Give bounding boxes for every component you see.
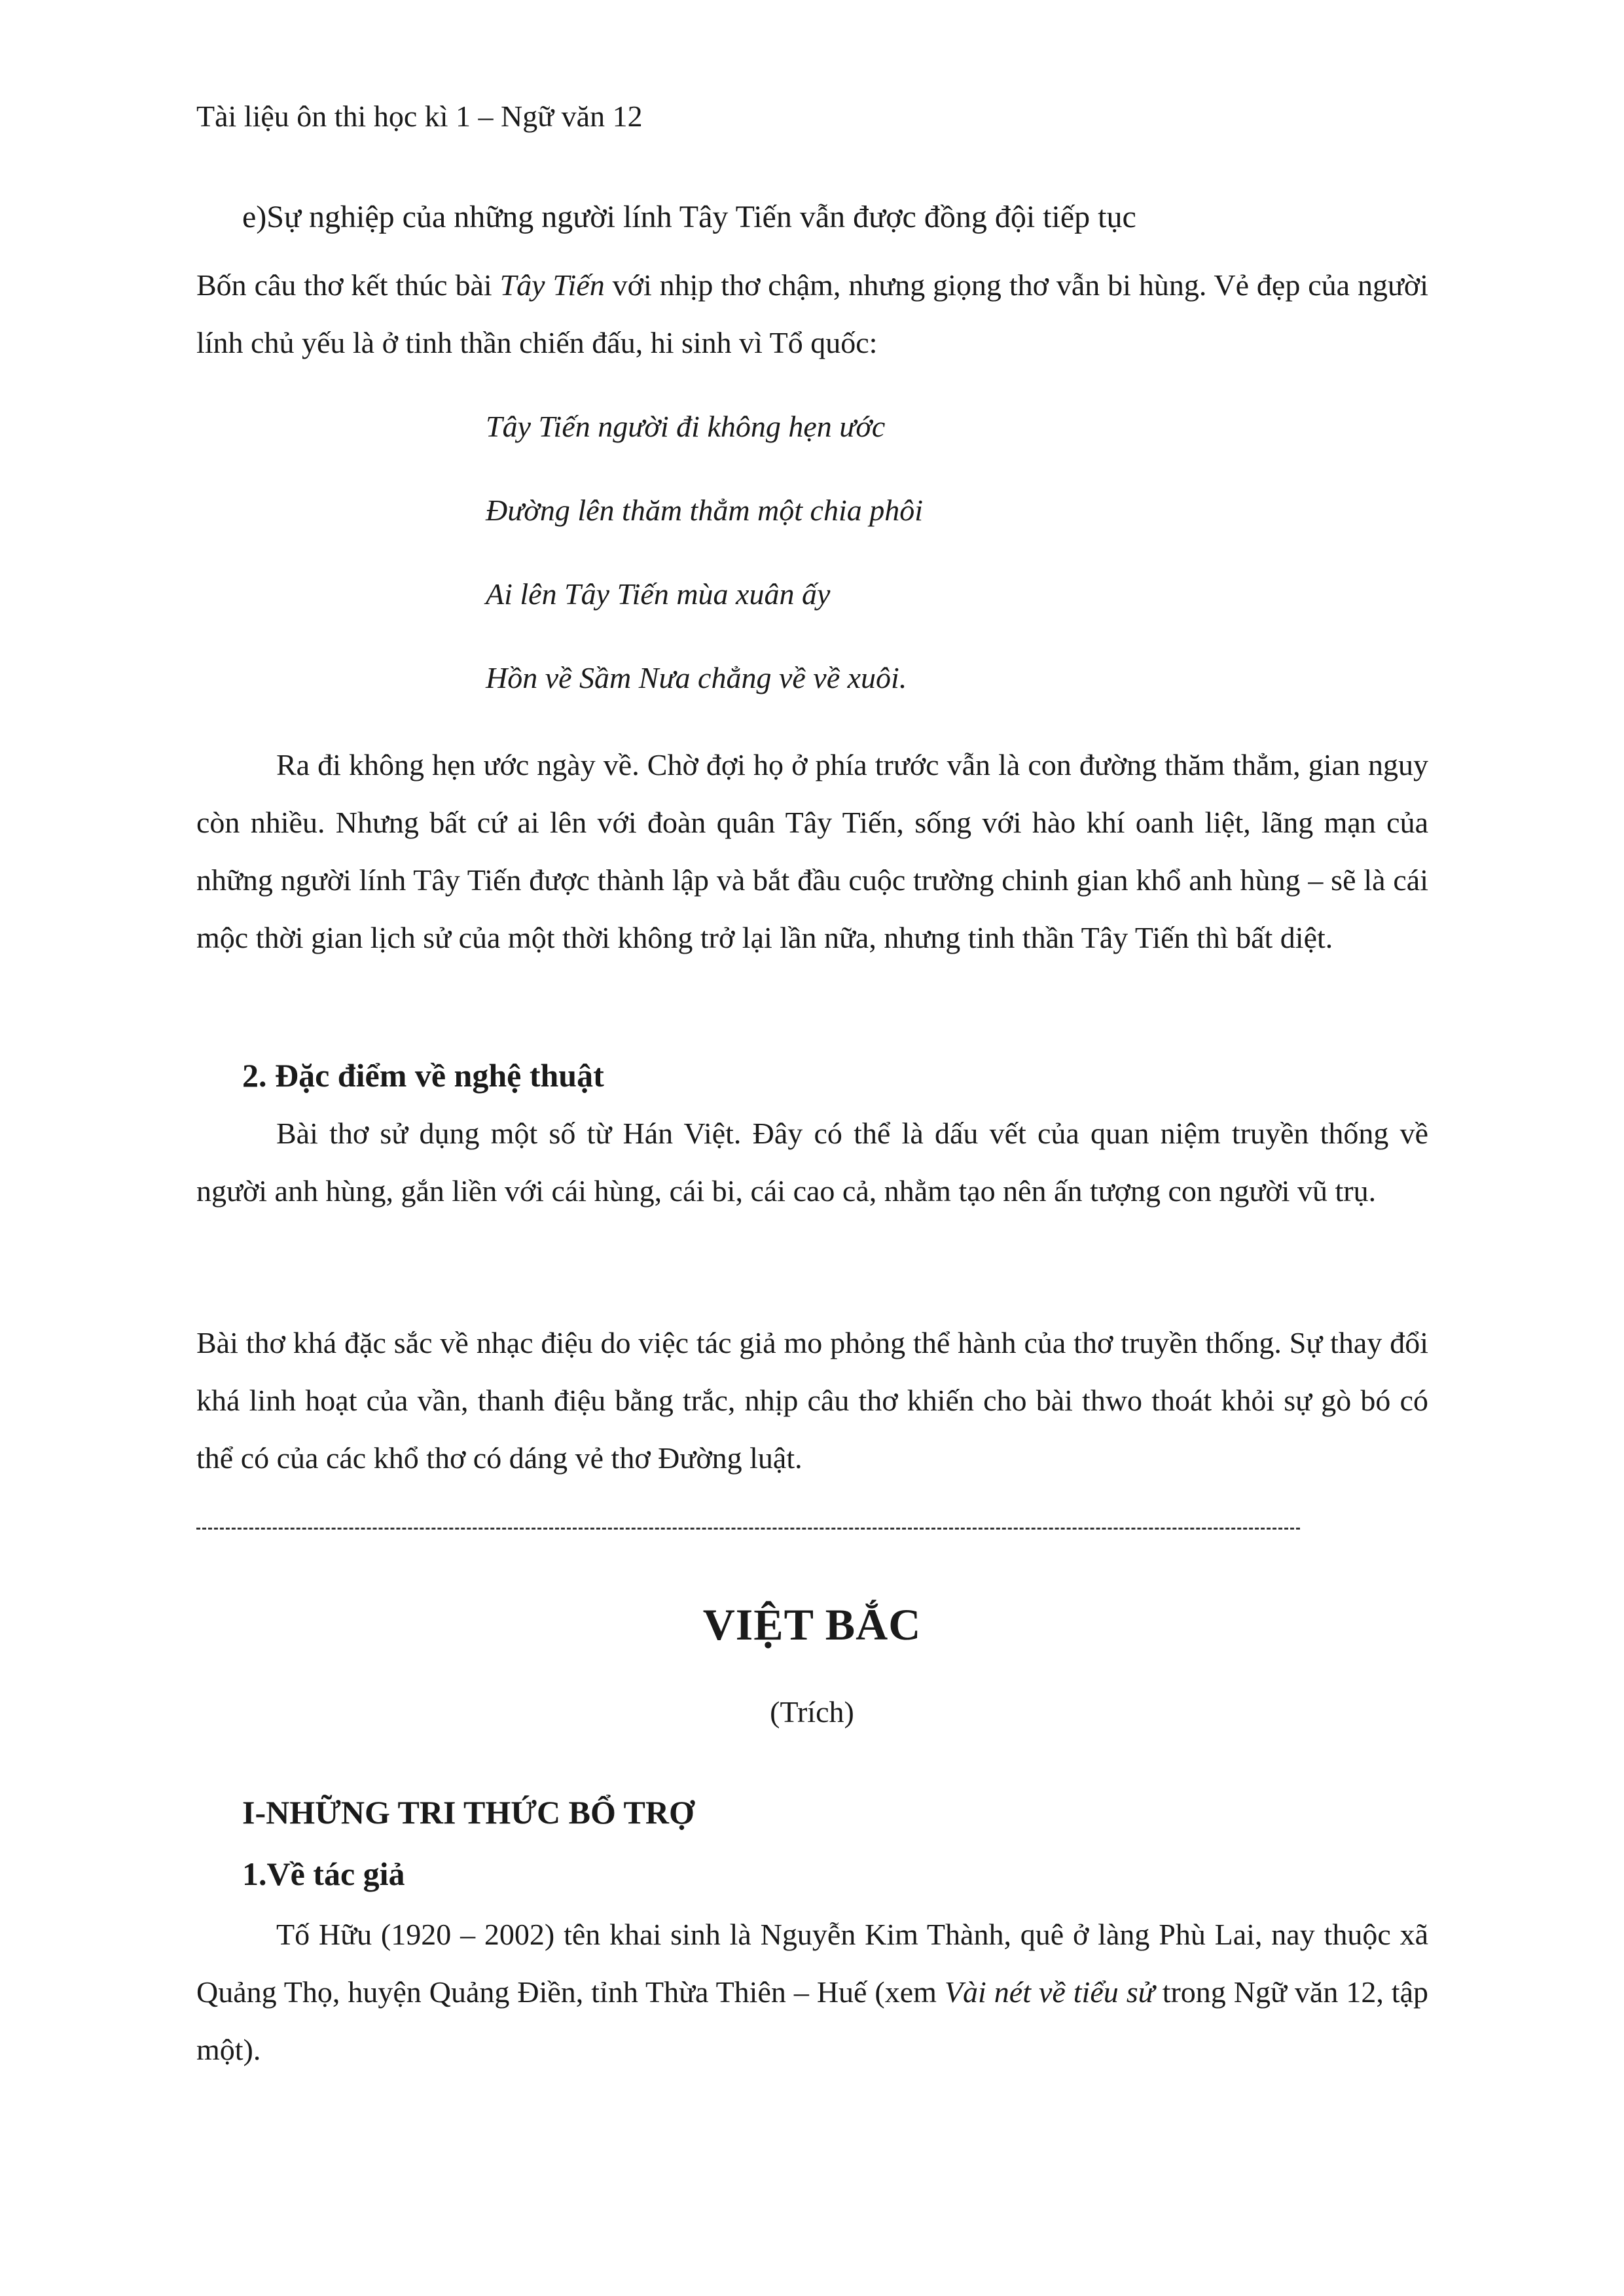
art-paragraph-2: Bài thơ khá đặc sắc về nhạc điệu do việc tác giả mo phỏng thể hành của thơ truyền thống. Sự thay đổi khá linh hoạt của vần, thanh điệu bằng trắc, nhịp câu thơ khiến cho bài thwo thoát khỏi sự gò bó có thể có của các khổ thơ có dáng vẻ thơ Đường luật.: [196, 1326, 1428, 1475]
poem-line: Hồn về Sầm Nưa chẳng về về xuôi.: [486, 661, 907, 694]
bio-text-before: Tố Hữu (1920 – 2002) tên khai sinh là Nguyễn Kim Thành, quê ở làng Phù Lai, nay thuộc xã Quảng Thọ, huyện Quảng Điền, tỉnh Thừa Thiên – Huế (xem: [196, 1918, 1428, 2009]
section-e-heading: e)Sự nghiệp của những người lính Tây Tiến vẫn được đồng đội tiếp tục: [242, 200, 1136, 234]
running-header: Tài liệu ôn thi học kì 1 – Ngữ văn 12: [196, 99, 643, 133]
page-title: VIỆT BẮC: [702, 1600, 922, 1649]
bio-text-after: trong Ngữ văn 12, tập một).: [196, 1975, 1428, 2066]
author-subheading: 1.Về tác giả: [242, 1856, 405, 1892]
intro-poem-title: Tây Tiến: [499, 268, 605, 302]
page-subtitle: (Trích): [770, 1695, 854, 1729]
part-heading: I-NHỮNG TRI THỨC BỔ TRỢ: [242, 1794, 695, 1831]
author-bio: [196, 1906, 1428, 2079]
section-e-analysis: Ra đi không hẹn ước ngày về. Chờ đợi họ ở phía trước vẫn là con đường thăm thẳm, gian nguy còn nhiều. Nhưng bất cứ ai lên với đoàn quân Tây Tiến, sống với hào khí oanh liệt, lãng mạn của những người lính Tây Tiến được thành lập và bắt đầu cuộc trường chinh gian khổ anh hùng – sẽ là cái mộc thời gian lịch sử của một thời không trở lại lần nữa, nhưng tinh thần Tây Tiến thì bất diệt.: [196, 748, 1428, 954]
poem-line: Đường lên thăm thẳm một chia phôi: [486, 493, 924, 527]
section-e-intro: [196, 257, 1428, 372]
bio-reference: Vài nét về tiểu sử: [944, 1975, 1155, 2009]
art-paragraph-1: Bài thơ sử dụng một số từ Hán Việt. Đây có thể là dấu vết của quan niệm truyền thống về người anh hùng, gắn liền với cái hùng, cái bi, cái cao cả, nhằm tạo nên ấn tượng con người vũ trụ.: [196, 1117, 1428, 1208]
poem-line: Ai lên Tây Tiến mùa xuân ấy: [486, 577, 831, 611]
poem-line: Tây Tiến người đi không hẹn ước: [486, 410, 886, 443]
intro-text-after: với nhịp thơ chậm, nhưng giọng thơ vẫn bi hùng. Vẻ đẹp của người lính chủ yếu là ở tinh thần chiến đấu, hi sinh vì Tổ quốc:: [196, 268, 1428, 359]
intro-text-before: Bốn câu thơ kết thúc bài: [196, 268, 500, 302]
section-divider: [196, 1528, 1300, 1530]
art-section-heading: 2. Đặc điểm về nghệ thuật: [242, 1057, 604, 1094]
